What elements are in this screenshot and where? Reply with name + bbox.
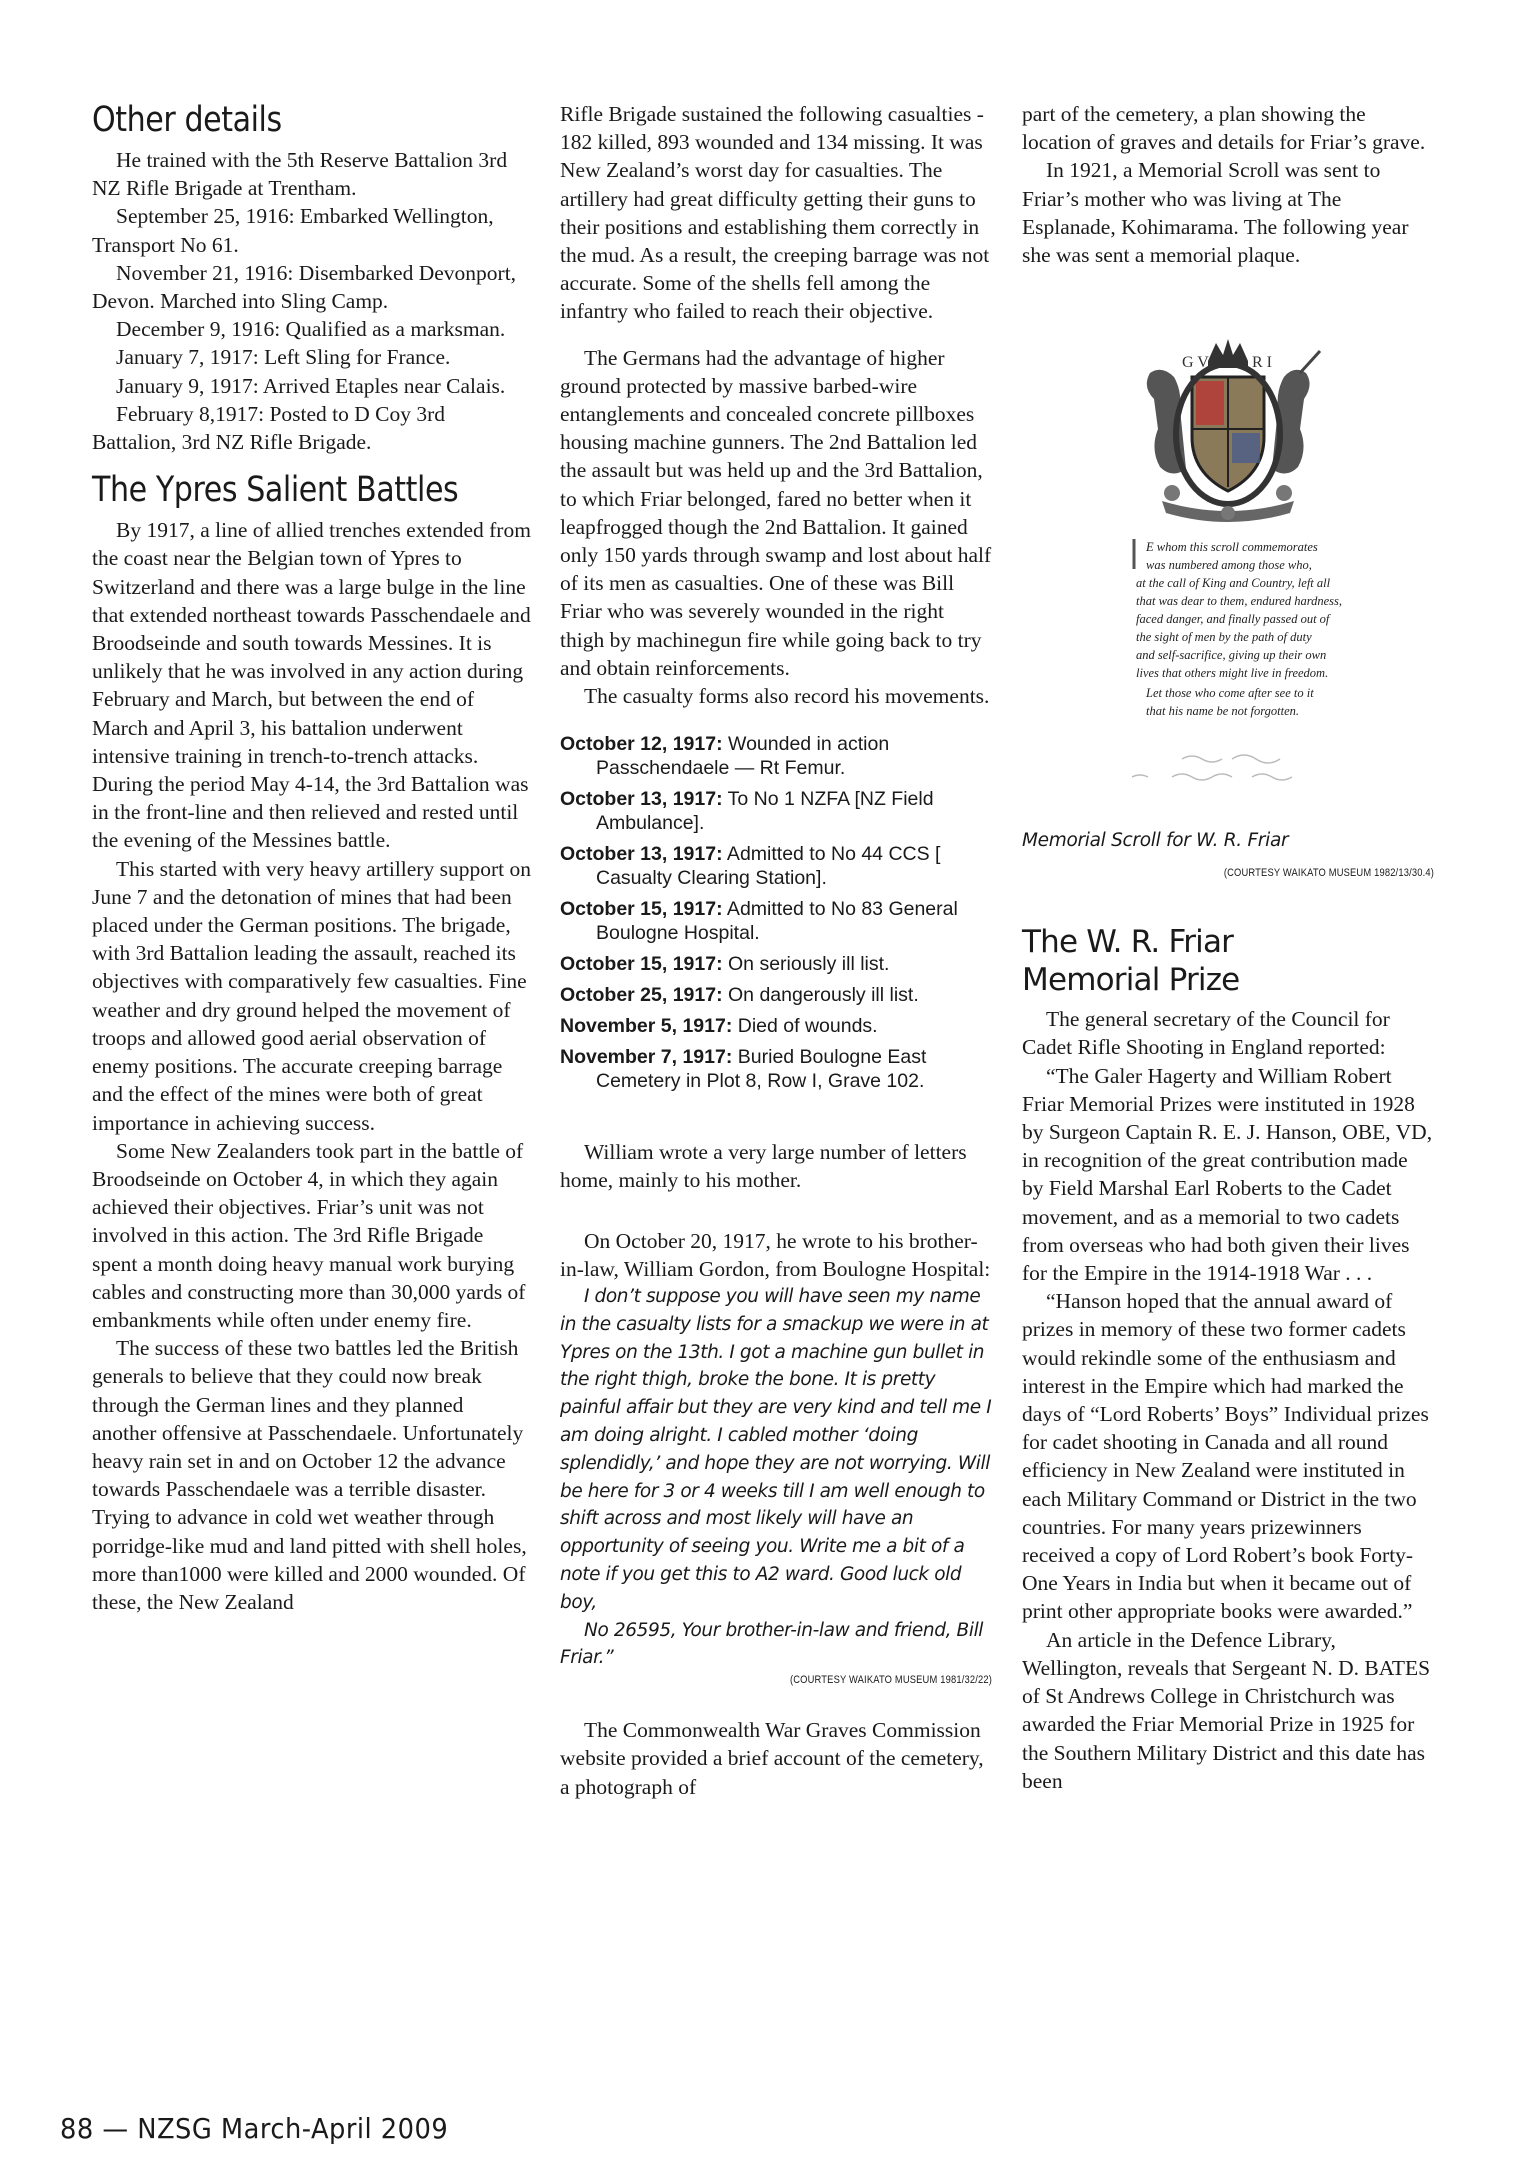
- paragraph: January 7, 1917: Left Sling for France.: [116, 345, 451, 370]
- paragraph: Rifle Brigade sustained the following casualties - 182 killed, 893 wounded and 134 missing. It was New Zealand’s worst day for casualties. The artillery had great difficulty getting their guns to their positions and establishing them correctly in the mud. As a result, the creeping barrage was not accurate. Some of the shells fell among the infantry who failed to reach their objective.: [560, 102, 990, 324]
- scroll-line: Let those who come after see to it: [1146, 686, 1314, 701]
- paragraph: February 8,1917: Posted to D Coy 3rd Battalion, 3rd NZ Rifle Brigade.: [92, 401, 446, 455]
- cwgc-body: [560, 1716, 992, 1801]
- paragraph: On October 20, 1917, he wrote to his brother-in-law, William Gordon, from Boulogne Hospital:: [560, 1228, 991, 1281]
- timeline-item: October 12, 1917: Wounded in action Passchendaele — Rt Femur.: [560, 733, 890, 780]
- paragraph: Some New Zealanders took part in the battle of Broodseinde on October 4, in which they again achieved their objectives. Friar’s unit was not involved in this action. The 3rd Rifle Brigade spent a month doing heavy manual work burying cables and constructing more than 30,000 yards of embankments while often under enemy fire.: [92, 1138, 526, 1332]
- letter-text: I don’t suppose you will have seen my name in the casualty lists for a smackup we were in at Ypres on the 13th. I got a machine gun bullet in the right thigh, broke the bone. It is pretty painful affair but they are very kind and tell me I am doing alright. I cabled mother ‘doing splendidly,’ and hope they are not worrying. Will be here for 3 or 4 weeks till I am well enough to shift across and most likely will have an opportunity of seeing you. Write me a bit of a note if you get this to A2 ward. Good luck old boy,: [560, 1286, 992, 1613]
- paragraph: December 9, 1916: Qualified as a marksman.: [116, 317, 506, 342]
- monogram-right: R I: [1252, 354, 1272, 372]
- column-2-body: [560, 100, 992, 710]
- casualty-timeline: [560, 732, 992, 1093]
- column-1: [92, 100, 532, 1616]
- scroll-line: the sight of men by the path of duty: [1136, 630, 1312, 645]
- memorial-scroll-image: [1022, 269, 1434, 829]
- column-2: [560, 100, 992, 1801]
- paragraph: In 1921, a Memorial Scroll was sent to Friar’s mother who was living at The Esplanade, Kohimarama. The following year she was sent a memorial plaque.: [1022, 158, 1409, 268]
- other-details-body: [92, 146, 532, 456]
- timeline-item: November 5, 1917: Died of wounds.: [560, 1015, 878, 1038]
- paragraph: An article in the Defence Library, Wellington, reveals that Sergeant N. D. BATES of St Andrews College in Christchurch was awarded the Friar Memorial Prize in 1925 for the Southern Military District and this date has been: [1022, 1627, 1431, 1793]
- letter-signature: No 26595, Your brother-in-law and friend, Bill Friar.”: [560, 1619, 984, 1669]
- scroll-line: that his name be not forgotten.: [1146, 704, 1299, 719]
- paragraph: He trained with the 5th Reserve Battalion 3rd NZ Rifle Brigade at Trentham.: [92, 148, 508, 201]
- memorial-scroll: [1022, 269, 1434, 829]
- page-footer: 88 — NZSG March-April 2009: [60, 2112, 449, 2145]
- scroll-line: that was dear to them, endured hardness,: [1136, 594, 1343, 609]
- paragraph: September 25, 1916: Embarked Wellington, Transport No 61.: [92, 204, 494, 257]
- timeline-item: October 15, 1917: Admitted to No 83 General Boulogne Hospital.: [560, 898, 958, 945]
- scroll-line: at the call of King and Country, left all: [1136, 576, 1331, 591]
- column-3-top: [1022, 100, 1434, 269]
- letters-body: [560, 1138, 992, 1283]
- paragraph: The Germans had the advantage of higher ground protected by massive barbed-wire entanglements and concealed concrete pillboxes housing machine gunners. The 2nd Battalion led the assault but was held up and the 3rd Battalion, to which Friar belonged, fared no better when it leapfrogged though the 2nd Battalion. It gained only 150 yards through swamp and lost about half of its men as casualties. One of these was Bill Friar who was severely wounded in the right thigh by machinegun fire while going back to try and obtain reinforcements.: [560, 345, 992, 680]
- prize-body: [1022, 1005, 1434, 1795]
- column-3: [1022, 100, 1434, 1795]
- paragraph: The success of these two battles led the British generals to believe that they could now break through the German lines and they planned another offensive at Passchendaele. Unfortunately heavy rain set in and on October 12 the advance towards Passchendaele was a terrible disaster. Trying to advance in cold wet weather through porridge-like mud and land pitted with shell holes, more than1000 were killed and 2000 wounded. Of these, the New Zealand: [92, 1336, 527, 1614]
- paragraph: The Commonwealth War Graves Commission website provided a brief account of the cemetery, a photograph of: [560, 1718, 984, 1799]
- letter-quote: [560, 1283, 992, 1672]
- paragraph: November 21, 1916: Disembarked Devonport, Devon. Marched into Sling Camp.: [92, 260, 517, 314]
- scroll-caption: Memorial Scroll for W. R. Friar: [1022, 830, 1289, 852]
- paragraph: The casualty forms also record his movements.: [584, 684, 990, 709]
- heading-ypres: The Ypres Salient Battles: [92, 470, 459, 511]
- coat-of-arms-icon: [1147, 339, 1320, 522]
- timeline-item: October 25, 1917: On dangerously ill list.: [560, 984, 919, 1007]
- paragraph: William wrote a very large number of letters home, mainly to his mother.: [560, 1140, 967, 1193]
- scroll-credit: (COURTESY WAIKATO MUSEUM 1982/13/30.4): [1223, 867, 1434, 880]
- monogram-left: G V: [1182, 354, 1209, 372]
- scroll-line: was numbered among those who,: [1146, 558, 1312, 573]
- paragraph: By 1917, a line of allied trenches extended from the coast near the Belgian town of Ypres to Switzerland and there was a large bulge in the line that extended northeast towards Passchendaele and Broodseinde and south towards Messines. It is unlikely that he was involved in any action during February and March, but between the end of March and April 3, his battalion underwent intensive training in trench-to-trench attacks. During the period May 4-14, the 3rd Battalion was in the front-line and then relieved and rested until the evening of the Messines battle.: [92, 518, 531, 853]
- timeline-item: October 15, 1917: On seriously ill list.: [560, 953, 890, 976]
- paragraph: part of the cemetery, a plan showing the location of graves and details for Friar’s grave.: [1022, 102, 1426, 155]
- scroll-line: and self-sacrifice, giving up their own: [1136, 648, 1327, 663]
- faded-signature-icon: [1132, 755, 1292, 780]
- paragraph: This started with very heavy artillery support on June 7 and the detonation of mines that had been placed under the German positions. The brigade, with 3rd Battalion leading the assault, reached its objectives with comparatively few casualties. Fine weather and dry ground helped the movement of troops and allowed good aerial observation of enemy positions. The accurate creeping barrage and the effect of the mines were both of great importance in achieving success.: [92, 856, 531, 1135]
- timeline-item: November 7, 1917: Buried Boulogne East Cemetery in Plot 8, Row I, Grave 102.: [560, 1046, 927, 1093]
- timeline-item: October 13, 1917: To No 1 NZFA [NZ Field Ambulance].: [560, 788, 934, 835]
- scroll-line: lives that others might live in freedom.: [1136, 666, 1329, 681]
- scroll-line: E whom this scroll commemorates: [1146, 540, 1318, 555]
- timeline-item: October 13, 1917: Admitted to No 44 CCS [ Casualty Clearing Station].: [560, 843, 941, 890]
- heading-other-details: Other details: [92, 100, 282, 140]
- letter-credit: (COURTESY WAIKATO MUSEUM 1981/32/22): [789, 1674, 992, 1687]
- ypres-body: [92, 516, 532, 1616]
- paragraph: “Hanson hoped that the annual award of prizes in memory of these two former cadets would rekindle some of the enthusiasm and interest in the Empire which had marked the days of “Lord Roberts’ Boys” Individual prizes for cadet shooting in Canada and all round efficiency in New Zealand were instituted in each Military Command or District in the two countries. For many years prizewinners received a copy of Lord Robert’s book Forty-One Years in India but when it became out of print other appropriate books were awarded.”: [1022, 1289, 1429, 1624]
- paragraph: January 9, 1917: Arrived Etaples near Calais.: [116, 373, 506, 398]
- paragraph: The general secretary of the Council for Cadet Rifle Shooting in England reported:: [1022, 1007, 1390, 1060]
- paragraph: “The Galer Hagerty and William Robert Friar Memorial Prizes were instituted in 1928 by Surgeon Captain R. E. J. Hanson, OBE, VD, in recognition of the great contribution made by Field Marshal Earl Roberts to the Cadet movement, and as a memorial to two cadets from overseas who had both given their lives for the Empire in the 1914-1918 War . . .: [1022, 1063, 1433, 1286]
- heading-friar-prize: The W. R. Friar Memorial Prize: [1022, 924, 1240, 999]
- scroll-line: faced danger, and finally passed out of: [1136, 612, 1330, 627]
